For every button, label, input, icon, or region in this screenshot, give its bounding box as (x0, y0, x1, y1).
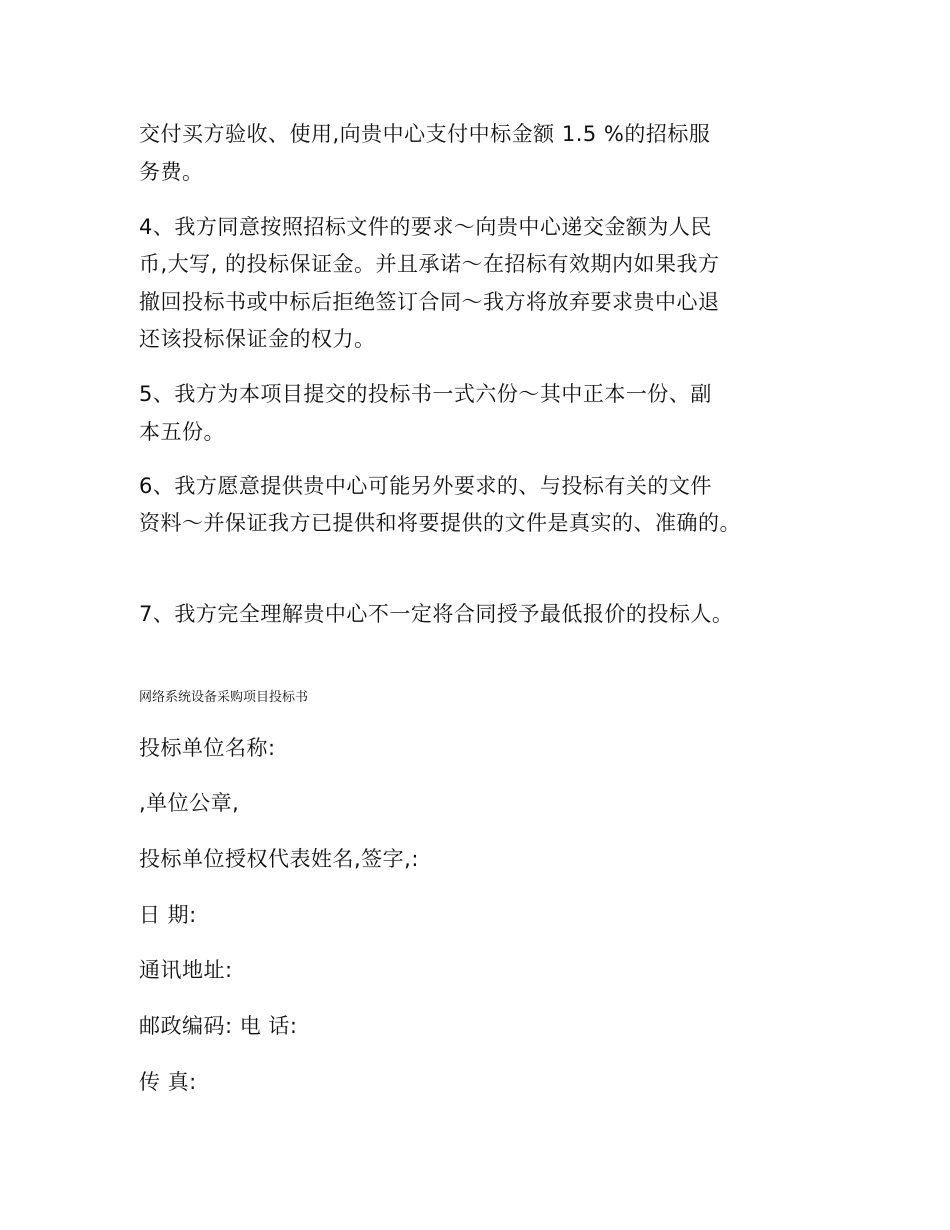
form-line: 日 期: (139, 903, 197, 927)
body-line: 撤回投标书或中标后拒绝签订合同～我方将放弃要求贵中心退 (139, 290, 720, 314)
body-line: 本五份。 (139, 420, 225, 444)
body-line: 6、我方愿意提供贵中心可能另外要求的、与投标有关的文件 (139, 474, 712, 498)
body-line: 还该投标保证金的权力。 (139, 327, 376, 351)
body-line: 务费。 (139, 160, 204, 184)
body-line: 交付买方验收、使用,向贵中心支付中标金额 1.5 %的招标服 (139, 122, 711, 146)
body-line: 4、我方同意按照招标文件的要求～向贵中心递交金额为人民 (139, 215, 712, 239)
body-line: 币,大写, 的投标保证金。并且承诺～在招标有效期内如果我方 (139, 252, 720, 276)
form-line: 邮政编码: 电 话: (139, 1014, 298, 1038)
body-line: 5、我方为本项目提交的投标书一式六份～其中正本一份、副 (139, 382, 712, 406)
body-line: 资料～并保证我方已提供和将要提供的文件是真实的、准确的。 (139, 511, 741, 535)
form-line: 投标单位授权代表姓名,签字,: (139, 847, 419, 871)
form-line: 传 真: (139, 1070, 197, 1094)
body-line: 7、我方完全理解贵中心不一定将合同授予最低报价的投标人。 (139, 602, 734, 626)
form-line: 投标单位名称: (139, 736, 276, 760)
footer-title: 网络系统设备采购项目投标书 (139, 690, 309, 705)
form-line: ,单位公章, (139, 791, 240, 815)
form-line: 通讯地址: (139, 958, 233, 982)
